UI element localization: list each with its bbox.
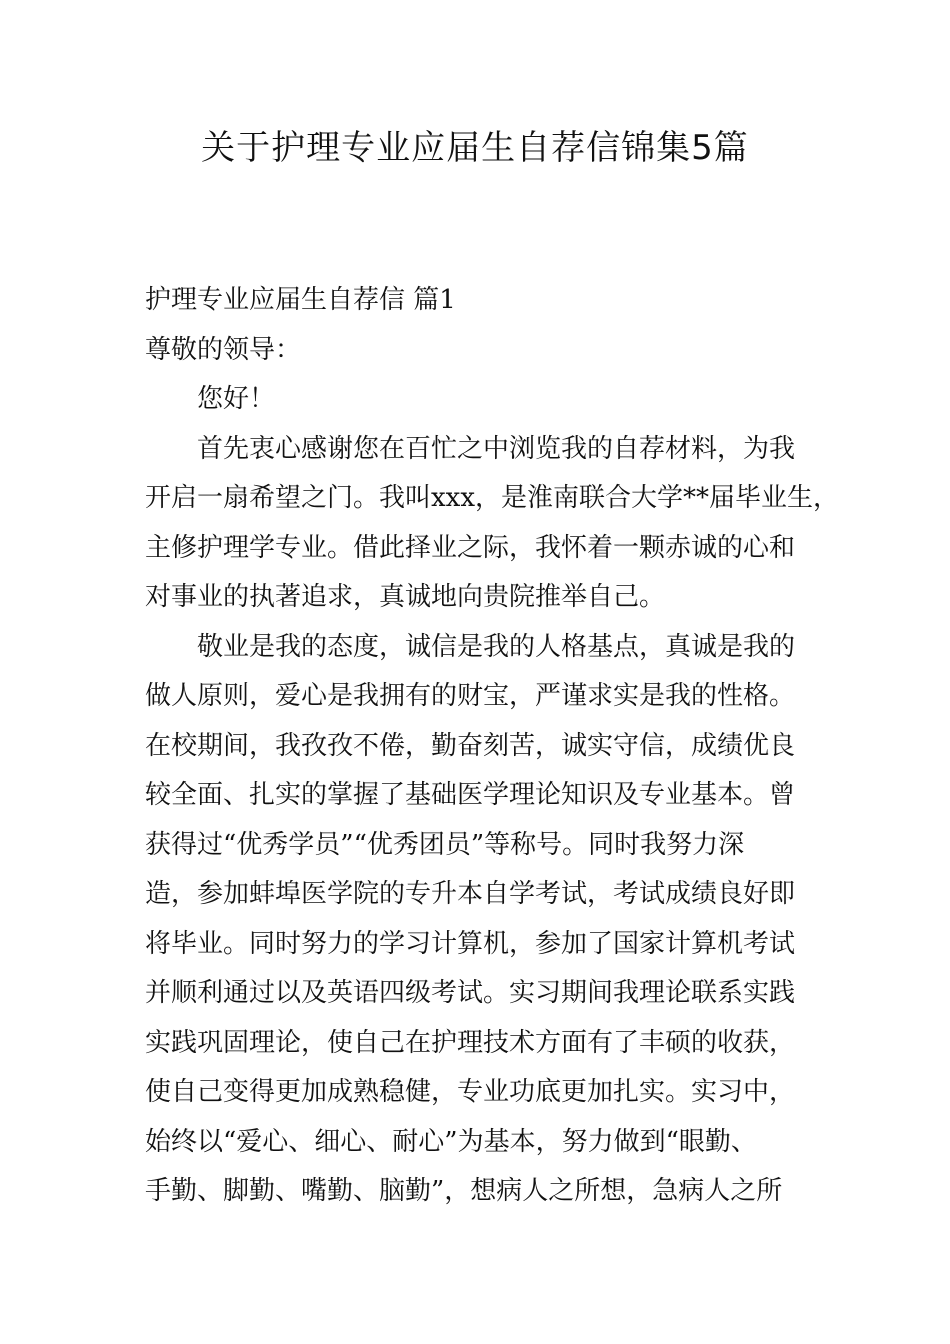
paragraph-line: 使自己变得更加成熟稳健，专业功底更加扎实。实习中， [145,1077,796,1107]
paragraph-line: 在校期间，我孜孜不倦，勤奋刻苦，诚实守信，成绩优良 [145,730,796,761]
paragraph-line: 始终以“爱心、细心、耐心”为基本，努力做到“眼勤、 [145,1126,757,1157]
paragraph-line: 获得过“优秀学员”“优秀团员”等称号。同时我努力深 [145,829,745,860]
greeting: 您好！ [197,384,276,414]
document-title: 关于护理专业应届生自荐信锦集5篇 [201,128,749,168]
paragraph-line: 对事业的执著追求，真诚地向贵院推举自己。 [145,582,666,612]
paragraph-line: 做人原则，爱心是我拥有的财宝，严谨求实是我的性格。 [145,681,796,711]
salutation: 尊敬的领导： [145,334,302,365]
paragraph-line: 敬业是我的态度，诚信是我的人格基点，真诚是我的 [197,631,796,662]
paragraph-line: 实践巩固理论，使自己在护理技术方面有了丰硕的收获， [145,1027,796,1058]
paragraph-line: 手勤、脚勤、嘴勤、脑勤”，想病人之所想，急病人之所 [145,1176,783,1206]
paragraph-line: 将毕业。同时努力的学习计算机，参加了国家计算机考试 [145,928,796,959]
section-heading: 护理专业应届生自荐信 篇1 [145,285,456,315]
document-body [145,276,839,1217]
paragraph-line: 造，参加蚌埠医学院的专升本自学考试，考试成绩良好即 [145,879,796,909]
paragraph-line: 并顺利通过以及英语四级考试。实习期间我理论联系实践 [145,978,796,1008]
paragraph-line: 首先衷心感谢您在百忙之中浏览我的自荐材料，为我 [197,433,796,464]
paragraph-line: 较全面、扎实的掌握了基础医学理论知识及专业基本。曾 [145,780,796,810]
paragraph-line: 主修护理学专业。借此择业之际，我怀着一颗赤诚的心和 [145,532,796,563]
paragraph-line: 开启一扇希望之门。我叫xxx，是淮南联合大学**届毕业生， [145,483,839,513]
